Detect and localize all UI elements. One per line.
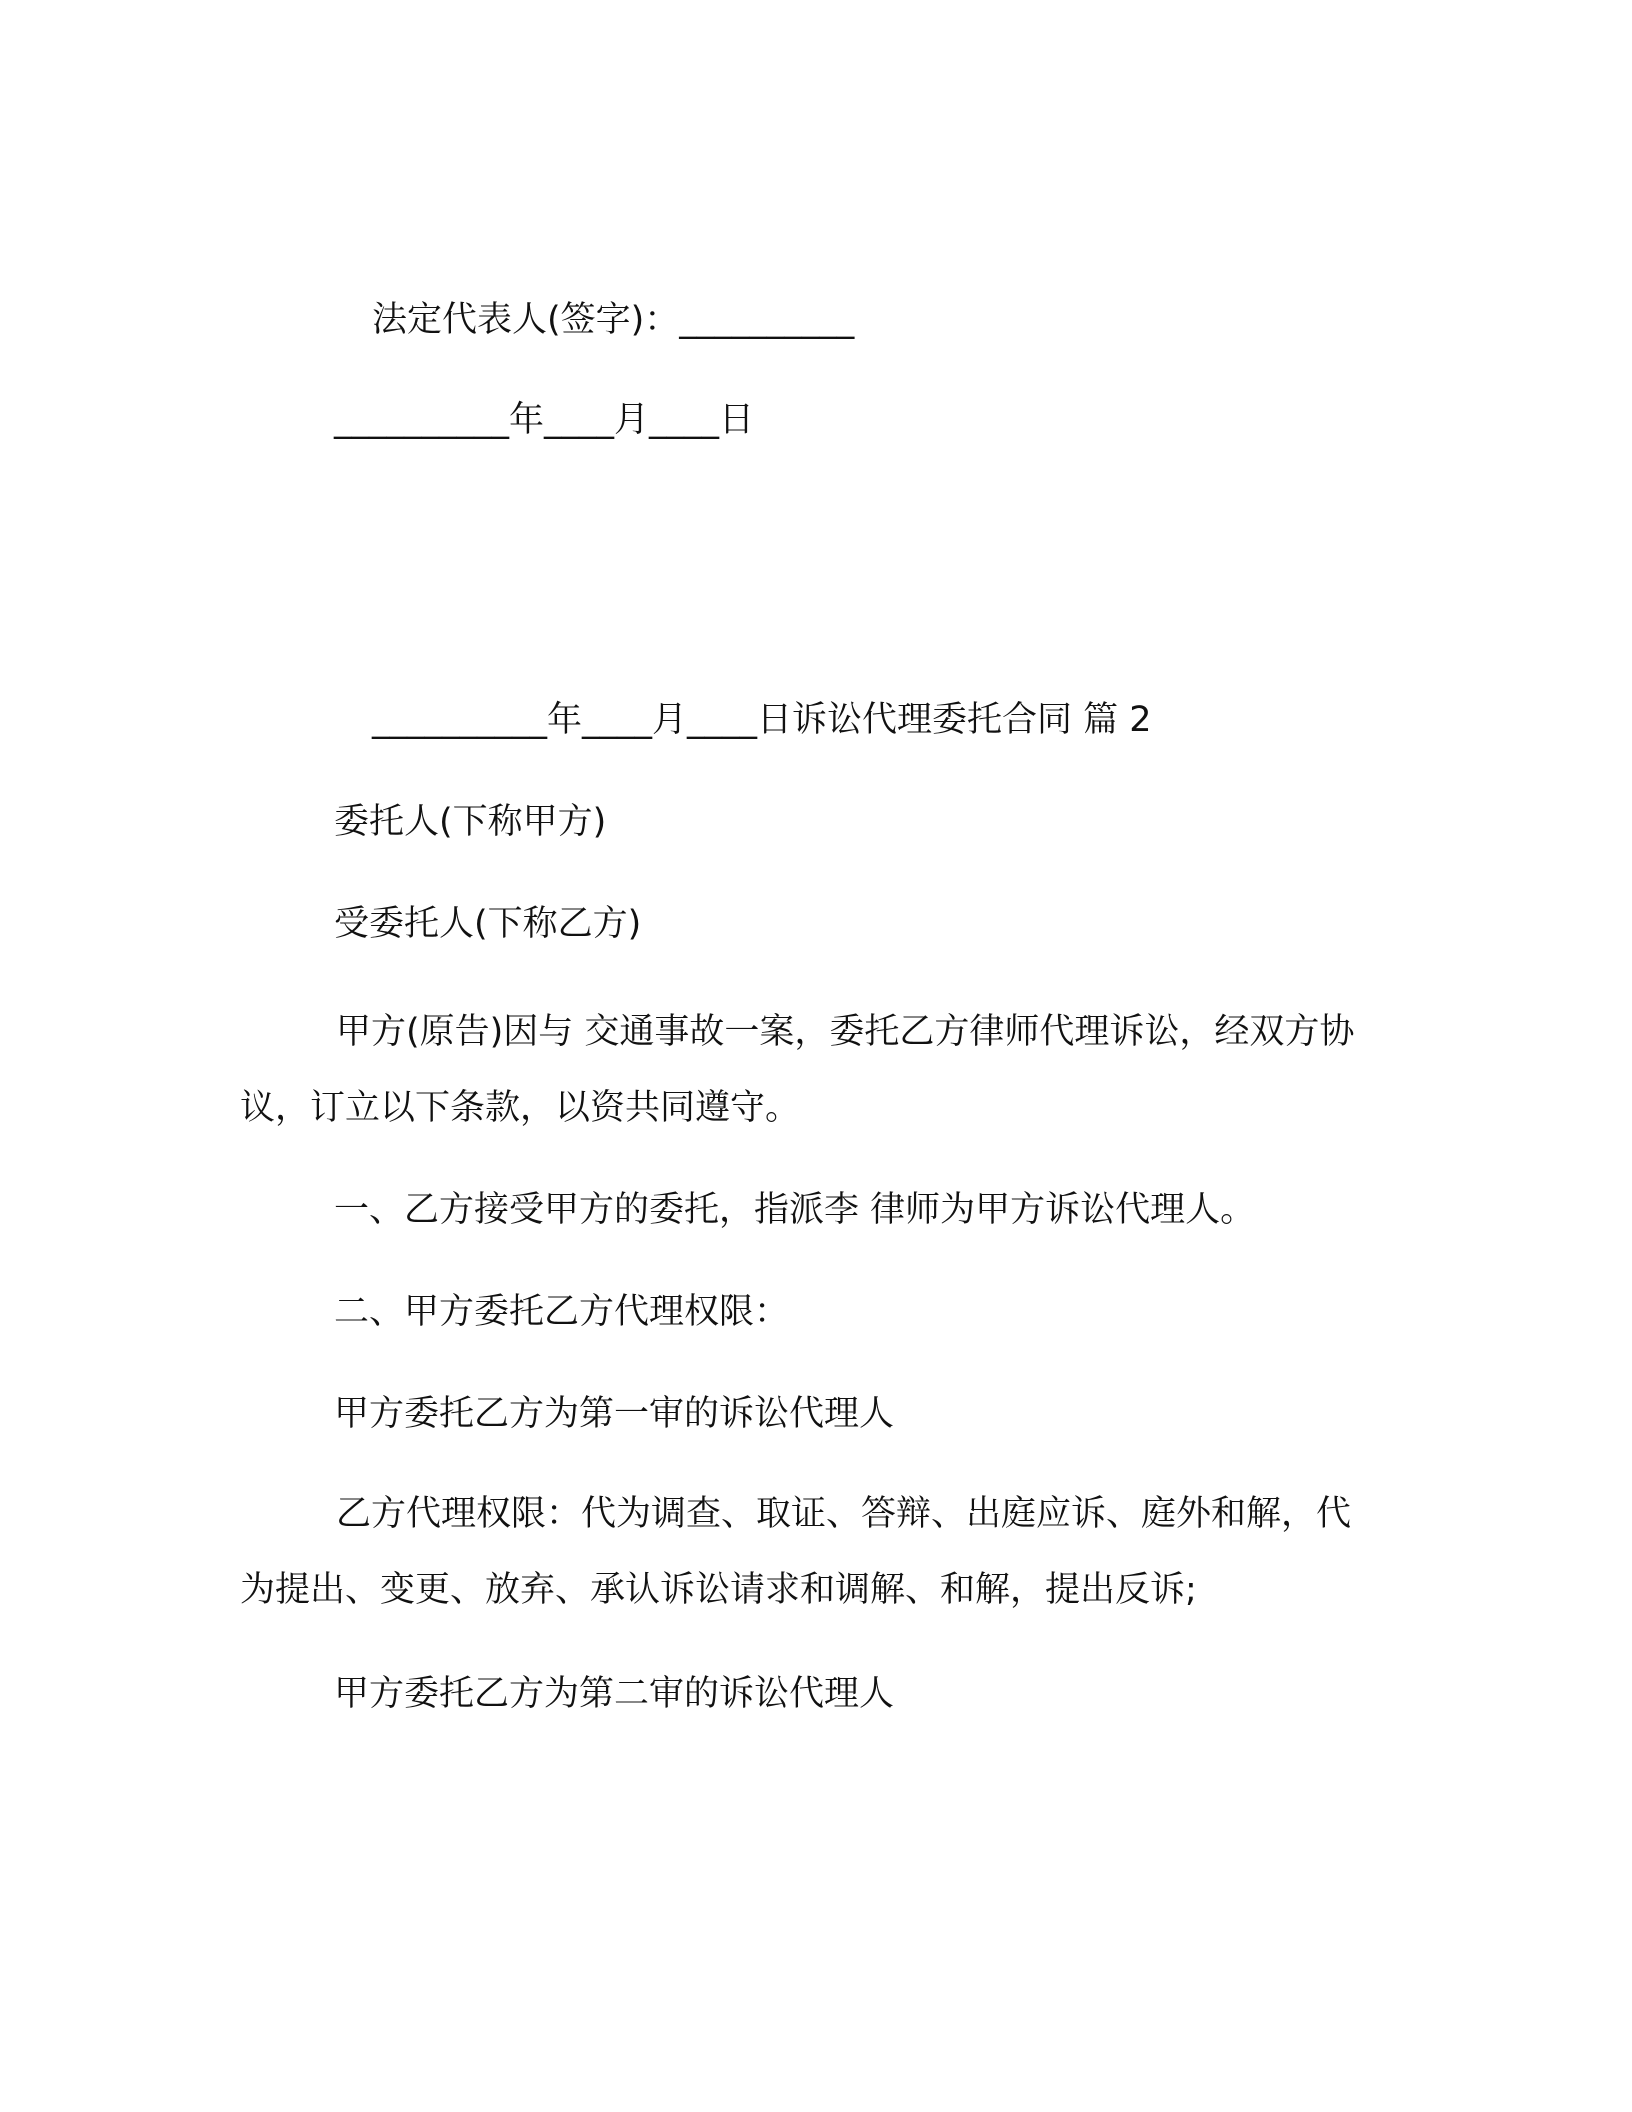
client-party-label: 委托人(下称甲方)	[334, 802, 607, 842]
legal-representative-signature-line: 法定代表人(签字)：__________	[372, 300, 855, 340]
agent-authority-paragraph: 乙方代理权限：代为调查、取证、答辩、出庭应诉、庭外和解，代为提出、变更、放弃、承认诉讼请求和调解、和解，提出反诉;	[240, 1494, 1352, 1610]
clause-one: 一、乙方接受甲方的委托，指派李 律师为甲方诉讼代理人。	[334, 1190, 1256, 1230]
clause-two: 二、甲方委托乙方代理权限：	[334, 1292, 790, 1332]
intro-paragraph: 甲方(原告)因与 交通事故一案，委托乙方律师代理诉讼，经双方协议，订立以下条款，以资共同遵守。	[240, 1012, 1355, 1128]
contract-heading: __________年____月____日诉讼代理委托合同 篇 2	[372, 700, 1152, 740]
signature-date-line: __________年____月____日	[334, 400, 755, 440]
agent-party-label: 受委托人(下称乙方)	[334, 904, 642, 944]
second-instance-line: 甲方委托乙方为第二审的诉讼代理人	[334, 1674, 895, 1714]
first-instance-line: 甲方委托乙方为第一审的诉讼代理人	[334, 1394, 895, 1434]
